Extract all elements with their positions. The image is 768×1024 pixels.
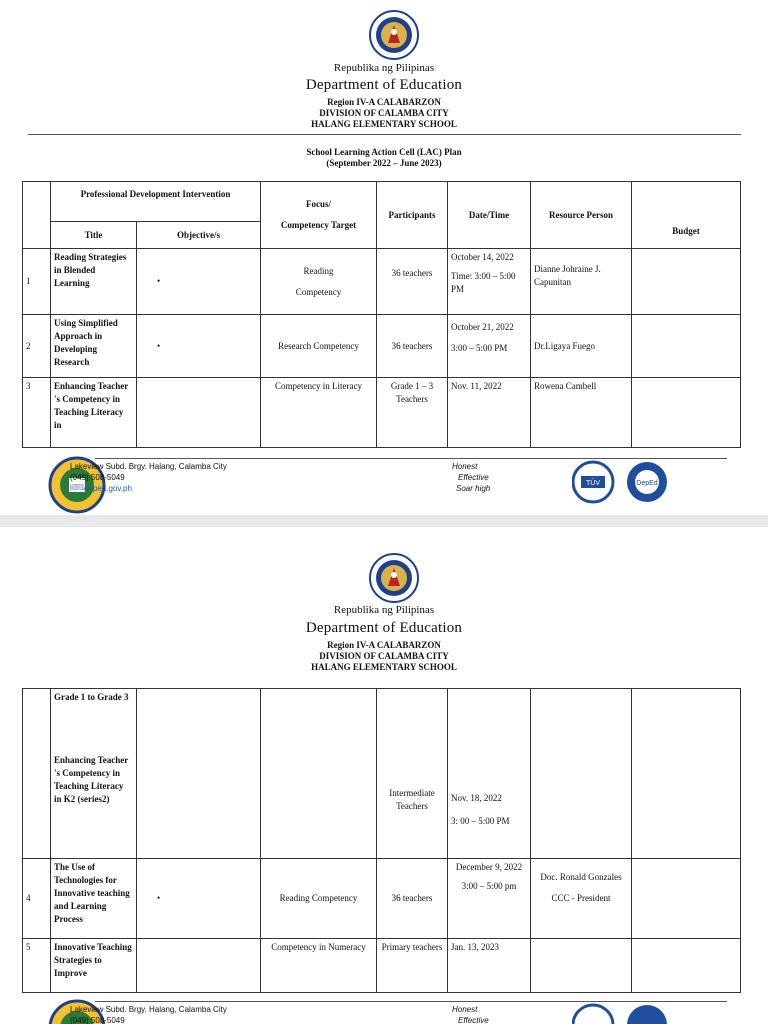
footer [0,456,768,516]
table-row [23,315,741,378]
row-budget [632,859,741,939]
footer-motto: Honest Effective [452,1005,489,1024]
row-datetime: October 14, 2022 Time: 3:00 – 5:00 PM [448,249,531,315]
plan-title: School Learning Action Cell (LAC) Plan [306,147,462,157]
certification-badges [572,1003,672,1024]
row-objective: • [137,315,261,378]
row-participants: Intermediate Teachers [377,689,448,859]
school-text: HALANG ELEMENTARY SCHOOL [311,662,457,672]
row-focus [261,689,377,859]
svg-text:DepEd: DepEd [636,480,658,487]
row-objective [137,378,261,448]
footer-address: Lakeview Subd. Brgy. Halang, Calamba City (049) 508-5049 [70,1005,227,1024]
header-resource: Resource Person [531,182,632,249]
footer-address: Lakeview Subd. Brgy. Halang, Calamba City (049) 508-5049 deped.gov.ph [70,462,227,493]
lac-plan-table [22,181,741,448]
table-row [23,689,741,859]
row-budget [632,315,741,378]
header-pdi: Professional Development Intervention [51,182,261,222]
row-resource: Rowena Cambell [531,378,632,448]
row-focus: Competency in Numeracy [261,939,377,993]
footer [0,999,768,1024]
row-title: Enhancing Teacher 's Competency in Teaching Literacy in [51,378,137,448]
row-focus: Reading Competency [261,859,377,939]
row-budget [632,689,741,859]
row-resource: Dr.Ligaya Fuego [531,315,632,378]
footer-motto: Honest Effective Soar high [452,462,491,493]
row-participants: Grade 1 – 3 Teachers [377,378,448,448]
page-2 [0,527,768,1024]
row-resource [531,689,632,859]
row-resource: Doc. Ronald Gonzales CCC - President [531,859,632,939]
deped-seal-icon [369,553,419,603]
row-objective [137,689,261,859]
republic-text: Republika ng Pilipinas [333,604,435,616]
row-number: 2 [23,315,51,378]
row-resource: Dianne Johraine J. Capunitan [531,249,632,315]
row-number: 3 [23,378,51,448]
row-title: Reading Strategies in Blended Learning [51,249,137,315]
header-budget: Budget [632,182,741,249]
table-row [23,859,741,939]
row-title: Innovative Teaching Strategies to Improve [51,939,137,993]
row-focus: Research Competency [261,315,377,378]
row-budget [632,249,741,315]
table-row [23,378,741,448]
row-number: 4 [23,859,51,939]
row-datetime: Nov. 11, 2022 [448,378,531,448]
header-rule [28,134,741,135]
certification-badges [572,460,672,504]
table-row [23,939,741,993]
region-text: Region IV-A CALABARZON [327,97,441,107]
row-participants: 36 teachers [377,249,448,315]
svg-text:TÜV: TÜV [586,480,600,487]
row-resource [531,939,632,993]
row-datetime: Nov. 18, 2022 3: 00 – 5:00 PM [448,689,531,859]
header-objective: Objective/s [137,222,261,249]
division-text: DIVISION OF CALAMBA CITY [319,651,449,661]
row-participants: 36 teachers [377,859,448,939]
department-title: Department of Education [305,77,463,93]
plan-period: (September 2022 – June 2023) [326,158,442,168]
row-objective [137,939,261,993]
row-datetime: October 21, 2022 3:00 – 5:00 PM [448,315,531,378]
row-title: Using Simplified Approach in Developing Research [51,315,137,378]
header-focus: Focus/ Competency Target [261,182,377,249]
school-text: HALANG ELEMENTARY SCHOOL [311,119,457,129]
row-number: 1 [23,249,51,315]
table-row [23,249,741,315]
row-number [23,689,51,859]
header-participants: Participants [377,182,448,249]
deped-seal-icon [369,10,419,60]
row-objective: • [137,859,261,939]
row-title: The Use of Technologies for Innovative teaching and Learning Process [51,859,137,939]
republic-text: Republika ng Pilipinas [333,62,435,74]
division-text: DIVISION OF CALAMBA CITY [319,108,449,118]
row-focus: Competency in Literacy [261,378,377,448]
row-number: 5 [23,939,51,993]
row-budget [632,378,741,448]
region-text: Region IV-A CALABARZON [327,640,441,650]
row-participants: 36 teachers [377,315,448,378]
header-no-cell [23,182,51,249]
header-title: Title [51,222,137,249]
row-objective: • [137,249,261,315]
row-budget [632,939,741,993]
row-participants: Primary teachers [377,939,448,993]
department-title: Department of Education [305,620,463,636]
lac-plan-table-continued [22,688,741,993]
row-focus: Reading Competency [261,249,377,315]
header-datetime: Date/Time [448,182,531,249]
row-datetime: December 9, 2022 3:00 – 5:00 pm [448,859,531,939]
row-datetime: Jan. 13, 2023 [448,939,531,993]
school-logo-text: HALANG ELEMENTARY SCHOOL [70,483,85,492]
row-title: Grade 1 to Grade 3 Enhancing Teacher 's Competency in Teaching Literacy in K2 (series2) [51,689,137,859]
